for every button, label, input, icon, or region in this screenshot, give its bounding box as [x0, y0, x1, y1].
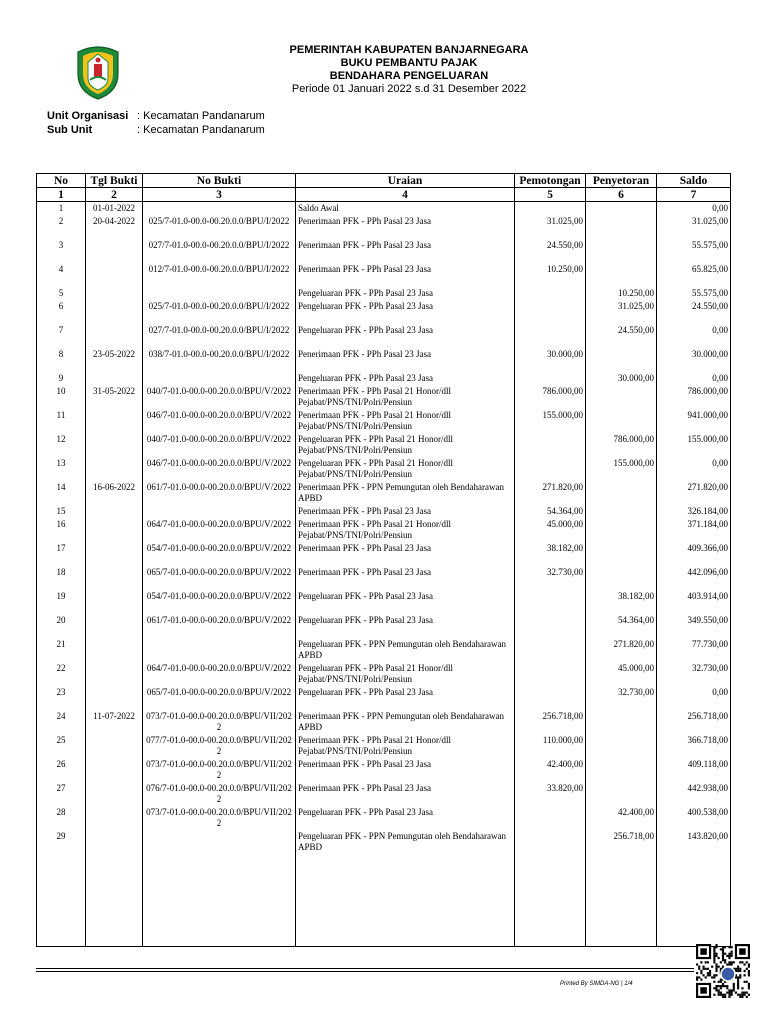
cell-penyetoran: [586, 481, 657, 505]
cell-tgl-bukti: [86, 830, 143, 854]
cell-pemotongan: [515, 662, 586, 686]
table-row: [37, 348, 731, 372]
unit-organisasi-label: Unit Organisasi: [47, 110, 129, 122]
table-body: [37, 202, 731, 947]
cell-saldo: 941.000,00: [657, 409, 731, 433]
cell-saldo: 786.000,00: [657, 385, 731, 409]
cell-no: 29: [37, 830, 86, 854]
cell-penyetoran: [586, 348, 657, 372]
cell-saldo: 0,00: [657, 457, 731, 481]
cell-no-bukti: 027/7-01.0-00.0-00.20.0.0/BPU/I/2022: [143, 239, 296, 263]
cell-pemotongan: 786.000,00: [515, 385, 586, 409]
cell-uraian: Penerimaan PFK - PPh Pasal 23 Jasa: [296, 239, 515, 263]
empty-cell: [37, 854, 86, 947]
cell-saldo: 0,00: [657, 372, 731, 385]
cell-uraian: Pengeluaran PFK - PPh Pasal 23 Jasa: [296, 300, 515, 324]
cell-no-bukti: 064/7-01.0-00.0-00.20.0.0/BPU/V/2022: [143, 518, 296, 542]
cell-no: 2: [37, 215, 86, 239]
cell-penyetoran: 10.250,00: [586, 287, 657, 300]
cell-tgl-bukti: [86, 324, 143, 348]
cell-saldo: 349.550,00: [657, 614, 731, 638]
cell-no: 25: [37, 734, 86, 758]
cell-pemotongan: 42.400,00: [515, 758, 586, 782]
table-row: [37, 505, 731, 518]
cell-saldo: 24.550,00: [657, 300, 731, 324]
cell-saldo: 143.820,00: [657, 830, 731, 854]
cell-saldo: 0,00: [657, 686, 731, 710]
cell-saldo: 271.820,00: [657, 481, 731, 505]
cell-uraian: Pengeluaran PFK - PPh Pasal 21 Honor/dll Pejabat/PNS/TNI/Polri/Pensiun: [296, 457, 515, 481]
cell-tgl-bukti: [86, 542, 143, 566]
cell-pemotongan: 271.820,00: [515, 481, 586, 505]
cell-penyetoran: [586, 215, 657, 239]
table-row: [37, 433, 731, 457]
cell-no: 19: [37, 590, 86, 614]
cell-uraian: Penerimaan PFK - PPh Pasal 23 Jasa: [296, 505, 515, 518]
qr-code-icon: [696, 944, 750, 998]
cell-saldo: 0,00: [657, 202, 731, 216]
footer-rule-secondary: [36, 971, 694, 972]
cell-penyetoran: 786.000,00: [586, 433, 657, 457]
cell-no: 4: [37, 263, 86, 287]
cell-no: 5: [37, 287, 86, 300]
cell-no: 21: [37, 638, 86, 662]
empty-cell: [586, 854, 657, 947]
empty-cell: [657, 854, 731, 947]
cell-no: 1: [37, 202, 86, 216]
cell-no: 20: [37, 614, 86, 638]
table-row: [37, 590, 731, 614]
cell-saldo: 403.914,00: [657, 590, 731, 614]
sub-unit-label: Sub Unit: [47, 124, 93, 136]
cell-no-bukti: 076/7-01.0-00.0-00.20.0.0/BPU/VII/2022: [143, 782, 296, 806]
cell-tgl-bukti: [86, 566, 143, 590]
cell-tgl-bukti: [86, 662, 143, 686]
cell-penyetoran: [586, 518, 657, 542]
col-number-2: 2: [86, 188, 143, 202]
cell-no: 10: [37, 385, 86, 409]
cell-penyetoran: [586, 505, 657, 518]
cell-no-bukti: 046/7-01.0-00.0-00.20.0.0/BPU/V/2022: [143, 457, 296, 481]
table-row: [37, 734, 731, 758]
cell-tgl-bukti: 20-04-2022: [86, 215, 143, 239]
header-period: Periode 01 Januari 2022 s.d 31 Desember 2022: [291, 83, 527, 95]
cell-uraian: Pengeluaran PFK - PPN Pemungutan oleh Bendaharawan APBD: [296, 830, 515, 854]
cell-no-bukti: [143, 638, 296, 662]
cell-no: 6: [37, 300, 86, 324]
col-number-7: 7: [657, 188, 731, 202]
cell-pemotongan: [515, 372, 586, 385]
cell-penyetoran: 30.000,00: [586, 372, 657, 385]
cell-uraian: Penerimaan PFK - PPh Pasal 21 Honor/dll Pejabat/PNS/TNI/Polri/Pensiun: [296, 734, 515, 758]
cell-penyetoran: 271.820,00: [586, 638, 657, 662]
cell-tgl-bukti: [86, 372, 143, 385]
cell-pemotongan: 33.820,00: [515, 782, 586, 806]
table-row: [37, 542, 731, 566]
cell-penyetoran: 54.364,00: [586, 614, 657, 638]
cell-uraian: Pengeluaran PFK - PPN Pemungutan oleh Bendaharawan APBD: [296, 638, 515, 662]
table-row: [37, 638, 731, 662]
table-row: [37, 758, 731, 782]
cell-tgl-bukti: [86, 614, 143, 638]
table-row: [37, 481, 731, 505]
cell-no-bukti: 054/7-01.0-00.0-00.20.0.0/BPU/V/2022: [143, 542, 296, 566]
cell-no-bukti: 064/7-01.0-00.0-00.20.0.0/BPU/V/2022: [143, 662, 296, 686]
table-filler-row: [37, 854, 731, 947]
cell-uraian: Penerimaan PFK - PPN Pemungutan oleh Bendaharawan APBD: [296, 710, 515, 734]
table-row: [37, 324, 731, 348]
cell-uraian: Pengeluaran PFK - PPh Pasal 21 Honor/dll Pejabat/PNS/TNI/Polri/Pensiun: [296, 662, 515, 686]
empty-cell: [296, 854, 515, 947]
cell-no: 26: [37, 758, 86, 782]
cell-no: 13: [37, 457, 86, 481]
cell-tgl-bukti: [86, 287, 143, 300]
cell-pemotongan: [515, 686, 586, 710]
cell-pemotongan: 38.182,00: [515, 542, 586, 566]
empty-cell: [86, 854, 143, 947]
cell-no-bukti: 073/7-01.0-00.0-00.20.0.0/BPU/VII/2022: [143, 710, 296, 734]
regency-emblem-icon: [74, 44, 122, 100]
cell-pemotongan: 30.000,00: [515, 348, 586, 372]
cell-no-bukti: 040/7-01.0-00.0-00.20.0.0/BPU/V/2022: [143, 385, 296, 409]
cell-no-bukti: 054/7-01.0-00.0-00.20.0.0/BPU/V/2022: [143, 590, 296, 614]
cell-tgl-bukti: [86, 505, 143, 518]
cell-penyetoran: [586, 782, 657, 806]
cell-uraian: Penerimaan PFK - PPh Pasal 21 Honor/dll Pejabat/PNS/TNI/Polri/Pensiun: [296, 409, 515, 433]
col-header-no: No: [37, 174, 86, 188]
table-row: [37, 372, 731, 385]
cell-no-bukti: [143, 287, 296, 300]
cell-penyetoran: [586, 542, 657, 566]
cell-no: 18: [37, 566, 86, 590]
cell-pemotongan: [515, 202, 586, 216]
cell-uraian: Penerimaan PFK - PPh Pasal 21 Honor/dll Pejabat/PNS/TNI/Polri/Pensiun: [296, 385, 515, 409]
cell-penyetoran: 31.025,00: [586, 300, 657, 324]
col-number-3: 3: [143, 188, 296, 202]
footer-rule: [36, 968, 694, 969]
table-row: [37, 782, 731, 806]
cell-no: 28: [37, 806, 86, 830]
col-number-5: 5: [515, 188, 586, 202]
table-row: [37, 518, 731, 542]
table-row: [37, 686, 731, 710]
cell-no-bukti: [143, 372, 296, 385]
cell-saldo: 400.538,00: [657, 806, 731, 830]
col-header-saldo: Saldo: [657, 174, 731, 188]
cell-pemotongan: 31.025,00: [515, 215, 586, 239]
cell-tgl-bukti: [86, 758, 143, 782]
cell-penyetoran: [586, 710, 657, 734]
cell-no: 17: [37, 542, 86, 566]
cell-no-bukti: [143, 830, 296, 854]
table-row: [37, 614, 731, 638]
cell-saldo: 155.000,00: [657, 433, 731, 457]
cell-no-bukti: 077/7-01.0-00.0-00.20.0.0/BPU/VII/2022: [143, 734, 296, 758]
cell-saldo: 409.366,00: [657, 542, 731, 566]
col-header-uraian: Uraian: [296, 174, 515, 188]
cell-penyetoran: 24.550,00: [586, 324, 657, 348]
cell-penyetoran: 38.182,00: [586, 590, 657, 614]
cell-uraian: Penerimaan PFK - PPh Pasal 21 Honor/dll Pejabat/PNS/TNI/Polri/Pensiun: [296, 518, 515, 542]
cell-no-bukti: 025/7-01.0-00.0-00.20.0.0/BPU/I/2022: [143, 300, 296, 324]
cell-pemotongan: [515, 457, 586, 481]
table-column-number-row: [37, 188, 731, 202]
unit-organisasi-value: : Kecamatan Pandanarum: [137, 110, 265, 122]
cell-penyetoran: 45.000,00: [586, 662, 657, 686]
cell-uraian: Pengeluaran PFK - PPh Pasal 23 Jasa: [296, 614, 515, 638]
cell-no: 23: [37, 686, 86, 710]
cell-saldo: 371.184,00: [657, 518, 731, 542]
table-row: [37, 263, 731, 287]
cell-uraian: Pengeluaran PFK - PPh Pasal 23 Jasa: [296, 686, 515, 710]
cell-uraian: Penerimaan PFK - PPh Pasal 23 Jasa: [296, 263, 515, 287]
cell-saldo: 442.938,00: [657, 782, 731, 806]
cell-uraian: Penerimaan PFK - PPh Pasal 23 Jasa: [296, 215, 515, 239]
table-row: [37, 287, 731, 300]
cell-no-bukti: 046/7-01.0-00.0-00.20.0.0/BPU/V/2022: [143, 409, 296, 433]
cell-uraian: Pengeluaran PFK - PPh Pasal 23 Jasa: [296, 287, 515, 300]
unit-organisasi-row: [47, 110, 265, 122]
cell-saldo: 326.184,00: [657, 505, 731, 518]
col-header-pemotongan: Pemotongan: [515, 174, 586, 188]
sub-unit-row: [47, 124, 265, 136]
table-row: [37, 300, 731, 324]
cell-penyetoran: 155.000,00: [586, 457, 657, 481]
cell-uraian: Penerimaan PFK - PPh Pasal 23 Jasa: [296, 542, 515, 566]
cell-saldo: 409.118,00: [657, 758, 731, 782]
printed-by-footer: Printed By SIMDA-NG | 1/4: [560, 981, 633, 987]
cell-penyetoran: [586, 409, 657, 433]
col-header-penyetoran: Penyetoran: [586, 174, 657, 188]
cell-saldo: 55.575,00: [657, 239, 731, 263]
cell-no-bukti: 061/7-01.0-00.0-00.20.0.0/BPU/V/2022: [143, 614, 296, 638]
cell-uraian: Pengeluaran PFK - PPh Pasal 23 Jasa: [296, 806, 515, 830]
table-row: [37, 409, 731, 433]
cell-penyetoran: [586, 734, 657, 758]
cell-saldo: 65.825,00: [657, 263, 731, 287]
col-header-no-bukti: No Bukti: [143, 174, 296, 188]
cell-no: 9: [37, 372, 86, 385]
cell-no: 22: [37, 662, 86, 686]
table-row: [37, 385, 731, 409]
cell-no: 11: [37, 409, 86, 433]
cell-tgl-bukti: [86, 638, 143, 662]
cell-uraian: Penerimaan PFK - PPh Pasal 23 Jasa: [296, 348, 515, 372]
cell-no-bukti: [143, 202, 296, 216]
cell-pemotongan: [515, 324, 586, 348]
cell-pemotongan: 256.718,00: [515, 710, 586, 734]
empty-cell: [515, 854, 586, 947]
cell-saldo: 77.730,00: [657, 638, 731, 662]
cell-no: 8: [37, 348, 86, 372]
cell-no: 12: [37, 433, 86, 457]
cell-saldo: 31.025,00: [657, 215, 731, 239]
cell-pemotongan: [515, 300, 586, 324]
cell-tgl-bukti: [86, 734, 143, 758]
cell-saldo: 256.718,00: [657, 710, 731, 734]
cell-no-bukti: 040/7-01.0-00.0-00.20.0.0/BPU/V/2022: [143, 433, 296, 457]
cell-uraian: Pengeluaran PFK - PPh Pasal 23 Jasa: [296, 372, 515, 385]
tax-ledger-table: [36, 173, 731, 947]
cell-penyetoran: [586, 239, 657, 263]
cell-pemotongan: [515, 433, 586, 457]
cell-pemotongan: 24.550,00: [515, 239, 586, 263]
cell-no: 24: [37, 710, 86, 734]
cell-tgl-bukti: [86, 263, 143, 287]
cell-saldo: 0,00: [657, 324, 731, 348]
cell-penyetoran: [586, 385, 657, 409]
col-number-1: 1: [37, 188, 86, 202]
table-row: [37, 710, 731, 734]
cell-no-bukti: 038/7-01.0-00.0-00.20.0.0/BPU/I/2022: [143, 348, 296, 372]
cell-no: 27: [37, 782, 86, 806]
cell-uraian: Penerimaan PFK - PPh Pasal 23 Jasa: [296, 782, 515, 806]
cell-no-bukti: 025/7-01.0-00.0-00.20.0.0/BPU/I/2022: [143, 215, 296, 239]
cell-uraian: Pengeluaran PFK - PPh Pasal 23 Jasa: [296, 590, 515, 614]
cell-tgl-bukti: [86, 806, 143, 830]
table-row: [37, 202, 731, 216]
cell-tgl-bukti: 16-06-2022: [86, 481, 143, 505]
table-row: [37, 215, 731, 239]
cell-pemotongan: [515, 614, 586, 638]
cell-no: 16: [37, 518, 86, 542]
cell-penyetoran: 32.730,00: [586, 686, 657, 710]
col-number-6: 6: [586, 188, 657, 202]
table-row: [37, 830, 731, 854]
cell-saldo: 55.575,00: [657, 287, 731, 300]
table-row: [37, 239, 731, 263]
cell-no: 14: [37, 481, 86, 505]
cell-pemotongan: 45.000,00: [515, 518, 586, 542]
cell-saldo: 30.000,00: [657, 348, 731, 372]
cell-tgl-bukti: 31-05-2022: [86, 385, 143, 409]
cell-no: 3: [37, 239, 86, 263]
cell-tgl-bukti: [86, 239, 143, 263]
cell-penyetoran: [586, 758, 657, 782]
sub-unit-value: : Kecamatan Pandanarum: [137, 124, 265, 136]
cell-penyetoran: 256.718,00: [586, 830, 657, 854]
cell-no-bukti: 061/7-01.0-00.0-00.20.0.0/BPU/V/2022: [143, 481, 296, 505]
cell-saldo: 442.096,00: [657, 566, 731, 590]
cell-penyetoran: [586, 263, 657, 287]
cell-pemotongan: [515, 287, 586, 300]
cell-no-bukti: 065/7-01.0-00.0-00.20.0.0/BPU/V/2022: [143, 686, 296, 710]
cell-no-bukti: [143, 505, 296, 518]
table-row: [37, 457, 731, 481]
cell-no-bukti: 065/7-01.0-00.0-00.20.0.0/BPU/V/2022: [143, 566, 296, 590]
table-row: [37, 662, 731, 686]
cell-no-bukti: 073/7-01.0-00.0-00.20.0.0/BPU/VII/2022: [143, 758, 296, 782]
table-row: [37, 566, 731, 590]
cell-uraian: Pengeluaran PFK - PPh Pasal 21 Honor/dll Pejabat/PNS/TNI/Polri/Pensiun: [296, 433, 515, 457]
cell-tgl-bukti: [86, 590, 143, 614]
cell-pemotongan: 155.000,00: [515, 409, 586, 433]
table-row: [37, 806, 731, 830]
cell-uraian: Penerimaan PFK - PPh Pasal 23 Jasa: [296, 758, 515, 782]
cell-penyetoran: [586, 202, 657, 216]
header-government: PEMERINTAH KABUPATEN BANJARNEGARA: [289, 44, 529, 56]
cell-pemotongan: 10.250,00: [515, 263, 586, 287]
cell-pemotongan: [515, 830, 586, 854]
cell-pemotongan: [515, 590, 586, 614]
col-number-4: 4: [296, 188, 515, 202]
cell-tgl-bukti: [86, 457, 143, 481]
cell-tgl-bukti: [86, 686, 143, 710]
cell-uraian: Penerimaan PFK - PPh Pasal 23 Jasa: [296, 566, 515, 590]
cell-tgl-bukti: [86, 782, 143, 806]
cell-tgl-bukti: [86, 409, 143, 433]
cell-no: 15: [37, 505, 86, 518]
cell-pemotongan: 54.364,00: [515, 505, 586, 518]
cell-no-bukti: 027/7-01.0-00.0-00.20.0.0/BPU/I/2022: [143, 324, 296, 348]
cell-uraian: Pengeluaran PFK - PPh Pasal 23 Jasa: [296, 324, 515, 348]
cell-saldo: 32.730,00: [657, 662, 731, 686]
cell-tgl-bukti: [86, 433, 143, 457]
cell-pemotongan: [515, 638, 586, 662]
table-header-row: [37, 174, 731, 188]
cell-pemotongan: [515, 806, 586, 830]
cell-pemotongan: 110.000,00: [515, 734, 586, 758]
empty-cell: [143, 854, 296, 947]
cell-pemotongan: 32.730,00: [515, 566, 586, 590]
cell-tgl-bukti: 01-01-2022: [86, 202, 143, 216]
cell-penyetoran: [586, 566, 657, 590]
cell-tgl-bukti: [86, 300, 143, 324]
cell-no-bukti: 012/7-01.0-00.0-00.20.0.0/BPU/I/2022: [143, 263, 296, 287]
header-book-title: BUKU PEMBANTU PAJAK: [340, 57, 478, 69]
header-treasurer: BENDAHARA PENGELUARAN: [329, 70, 489, 82]
cell-tgl-bukti: 11-07-2022: [86, 710, 143, 734]
col-header-tgl-bukti: Tgl Bukti: [86, 174, 143, 188]
cell-penyetoran: 42.400,00: [586, 806, 657, 830]
cell-uraian: Penerimaan PFK - PPN Pemungutan oleh Bendaharawan APBD: [296, 481, 515, 505]
cell-no: 7: [37, 324, 86, 348]
cell-no-bukti: 073/7-01.0-00.0-00.20.0.0/BPU/VII/2022: [143, 806, 296, 830]
cell-tgl-bukti: [86, 518, 143, 542]
cell-uraian: Saldo Awal: [296, 202, 515, 216]
cell-saldo: 366.718,00: [657, 734, 731, 758]
report-header: [236, 44, 582, 96]
cell-tgl-bukti: 23-05-2022: [86, 348, 143, 372]
